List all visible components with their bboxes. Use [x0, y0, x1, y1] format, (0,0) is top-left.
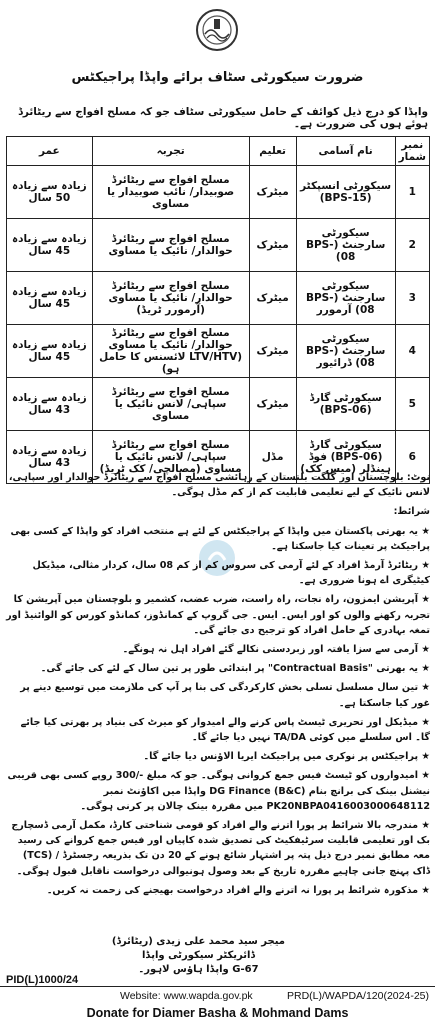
row-education: میٹرک — [249, 219, 296, 272]
condition-item: ★ پراجیکٹس پر نوکری میں پراجیکٹ ایریا الاؤنس دیا جائے گا۔ — [143, 751, 430, 763]
row-post: سیکورٹی سارجنٹ (BPS-08) — [296, 219, 395, 272]
table-row — [7, 325, 430, 378]
signature-block — [112, 935, 285, 977]
row-age: زیادہ سے زیادہ 50 سال — [7, 166, 93, 219]
row-experience: مسلح افواج سے ریٹائرڈ حوالدار/ نائیک یا مساوی — [92, 219, 249, 272]
row-education: میٹرک — [249, 378, 296, 431]
col-education-header: تعلیم — [249, 137, 296, 166]
row-age: زیادہ سے زیادہ 43 سال — [7, 431, 93, 484]
wapda-logo-icon — [195, 8, 239, 52]
signatory-name: میجر سید محمد علی زیدی (ریٹائرڈ) — [111, 936, 285, 947]
row-education: مڈل — [249, 431, 296, 484]
row-education: میٹرک — [249, 272, 296, 325]
col-no-header: نمبر شمار — [395, 137, 429, 166]
row-post: سیکورٹی گارڈ (BPS-06) — [296, 378, 395, 431]
row-education: میٹرک — [249, 325, 296, 378]
intro-text: واپڈا کو درج ذیل کوائف کے حامل سیکورٹی سٹاف جو کہ مسلح افواج سے ریٹائرڈ ہوئے ہوں کی ضرورت ہے۔ — [18, 106, 428, 130]
page-title: ضرورت سیکورٹی سٹاف برائے واپڈا پراجیکٹس — [71, 70, 364, 85]
row-age: زیادہ سے زیادہ 43 سال — [7, 378, 93, 431]
notes-section — [6, 470, 430, 902]
footer-divider — [0, 986, 435, 987]
condition-item: ★ مندرجہ بالا شرائط پر پورا اترنے والے افراد کو قومی شناختی کارڈ، مکمل آرمی ڈسچارج بک اور تعلیمی قابلیت سرٹیفکیٹ کی تصدیق شدہ کاپیاں اور فیس جمع کروانے کی رسید معہ مطابق نمبر درج ذیل پتہ پر اشتہار شائع ہونے کے 20 دن تک بذریعہ رجسٹرڈ / (TCS) ڈاک پہنچ جانی چاہیے مقررہ تاریخ کے بعد وصول ہونیوالی درخواست ناقابل قبول ہوگی۔ — [11, 820, 430, 877]
col-post-header: نام آسامی — [296, 137, 395, 166]
row-post: سیکورٹی سارجنٹ (BPS-08) ڈرائیور — [296, 325, 395, 378]
col-experience-header: تجربہ — [92, 137, 249, 166]
row-no: 4 — [395, 325, 429, 378]
table-row — [7, 272, 430, 325]
condition-item: ★ امیدواروں کو ٹیسٹ فیس جمع کروانی ہوگی۔ جو کہ مبلغ -/300 روپے کسی بھی قریبی نیشنل بینک کی برانچ بنام DG Finance (B&C) واپڈا میں اکاؤنٹ نمبر PK20NBPA0416003000648112 میں مقررہ بینک چالان پر کرنی ہوگی۔ — [7, 770, 430, 812]
row-no: 6 — [395, 431, 429, 484]
col-age-header: عمر — [7, 137, 93, 166]
condition-item: ★ آرمی سے سزا یافتہ اور زبردستی نکالے گئے افراد اہل نہ ہونگے۔ — [122, 644, 430, 656]
row-post: سیکورٹی گارڈ (BPS-06) فوڈ ہینڈلر (میس کک) — [296, 431, 395, 484]
row-no: 3 — [395, 272, 429, 325]
row-no: 5 — [395, 378, 429, 431]
pid-reference: PID(L)1000/24 — [6, 974, 79, 986]
row-age: زیادہ سے زیادہ 45 سال — [7, 219, 93, 272]
row-post: سیکورٹی انسپکٹر (BPS-15) — [296, 166, 395, 219]
condition-item: ★ آپریشن ایمزون، راہ نجات، راہ راست، ضرب عضب، کشمیر و بلوچستان میں آپریشن کا تجربہ رکھنے والوں کو اور ایس۔ ایس۔ جی گروپ کے کمانڈوز، کمانڈو کورس کو الوائنیڈ اور تمغہ بہادری کے حامل افراد کو ترجیح دی جائے گی۔ — [6, 594, 430, 636]
table-row — [7, 219, 430, 272]
row-no: 2 — [395, 219, 429, 272]
row-age: زیادہ سے زیادہ 45 سال — [7, 325, 93, 378]
row-post: سیکورٹی سارجنٹ (BPS-08) آرمورر — [296, 272, 395, 325]
website-link[interactable]: Website: www.wapda.gov.pk — [120, 990, 253, 1002]
row-education: میٹرک — [249, 166, 296, 219]
table-row — [7, 166, 430, 219]
row-age: زیادہ سے زیادہ 45 سال — [7, 272, 93, 325]
table-row — [7, 378, 430, 431]
conditions-heading: شرائط: — [393, 506, 430, 518]
vacancy-table — [6, 136, 430, 484]
condition-item: ★ یہ بھرتی "Contractual Basis" پر ابتدائی طور پر تین سال کے لئے کی جائے گی۔ — [40, 663, 430, 675]
donate-banner: Donate for Diamer Basha & Mohmand Dams — [86, 1006, 349, 1020]
signatory-address: G-67 واپڈا ہاؤس لاہور۔ — [138, 964, 259, 975]
row-experience: مسلح افواج سے ریٹائرڈ حوالدار/ نائیک یا مساوی (آرمورر ٹریڈ) — [92, 272, 249, 325]
row-experience: مسلح افواج سے ریٹائرڈ حوالدار/ نائیک یا مساوی (LTV/HTV لائسنس کا حامل ہو) — [92, 325, 249, 378]
signatory-designation: ڈائریکٹر سیکورٹی واپڈا — [141, 950, 255, 961]
note-text: نوٹ: بلوچستان اور گلگت بلتستان کے رہائشی مسلح افواج سے ریٹائرڈ حوالدار اور سپاہی، لانس نائیک کے لیے تعلیمی قابلیت کم از کم مڈل ہوگی۔ — [8, 472, 430, 499]
row-experience: مسلح افواج سے ریٹائرڈ سپاہی/ لانس نائیک یا مساوی — [92, 378, 249, 431]
prd-reference: PRD(L)/WAPDA/120(2024-25) — [287, 990, 429, 1002]
condition-item: ★ یہ بھرتی پاکستان میں واپڈا کے پراجیکٹس کے لئے ہے منتخب افراد کو واپڈا کے کسی بھی پراجیکٹ پر تعینات کیا جاسکتا ہے۔ — [10, 525, 430, 552]
condition-item: ★ ریٹائرڈ آرمڈ افراد کے لئے آرمی کی سروس کم از کم 08 سال، کردار مثالی، میڈیکل کیٹیگری اے ہونا ضروری ہے۔ — [32, 560, 430, 587]
row-experience: مسلح افواج سے ریٹائرڈ صوبیدار/ نائب صوبیدار یا مساوی — [92, 166, 249, 219]
row-no: 1 — [395, 166, 429, 219]
condition-item: ★ میڈیکل اور تحریری ٹیسٹ پاس کرنے والے امیدوار کو میرٹ کی بنیاد پر بھرتی کیا جائے گا۔ اس سلسلے میں کوئی TA/DA نہیں دیا جائے گا۔ — [20, 716, 430, 744]
condition-item: ★ مذکورہ شرائط پر پورا نہ اترنے والے افراد درخواست بھیجنے کی زحمت نہ کریں۔ — [46, 884, 430, 896]
row-experience: مسلح افواج سے ریٹائرڈ سپاہی/ لانس نائیک یا مساوی (مصالچی/ کک ٹریڈ) — [92, 431, 249, 484]
condition-item: ★ تین سال مسلسل تسلی بخش کارکردگی کی بنا پر آپ کی ملازمت میں توسیع دینے پر غور کیا جاسکتا ہے۔ — [20, 682, 430, 709]
